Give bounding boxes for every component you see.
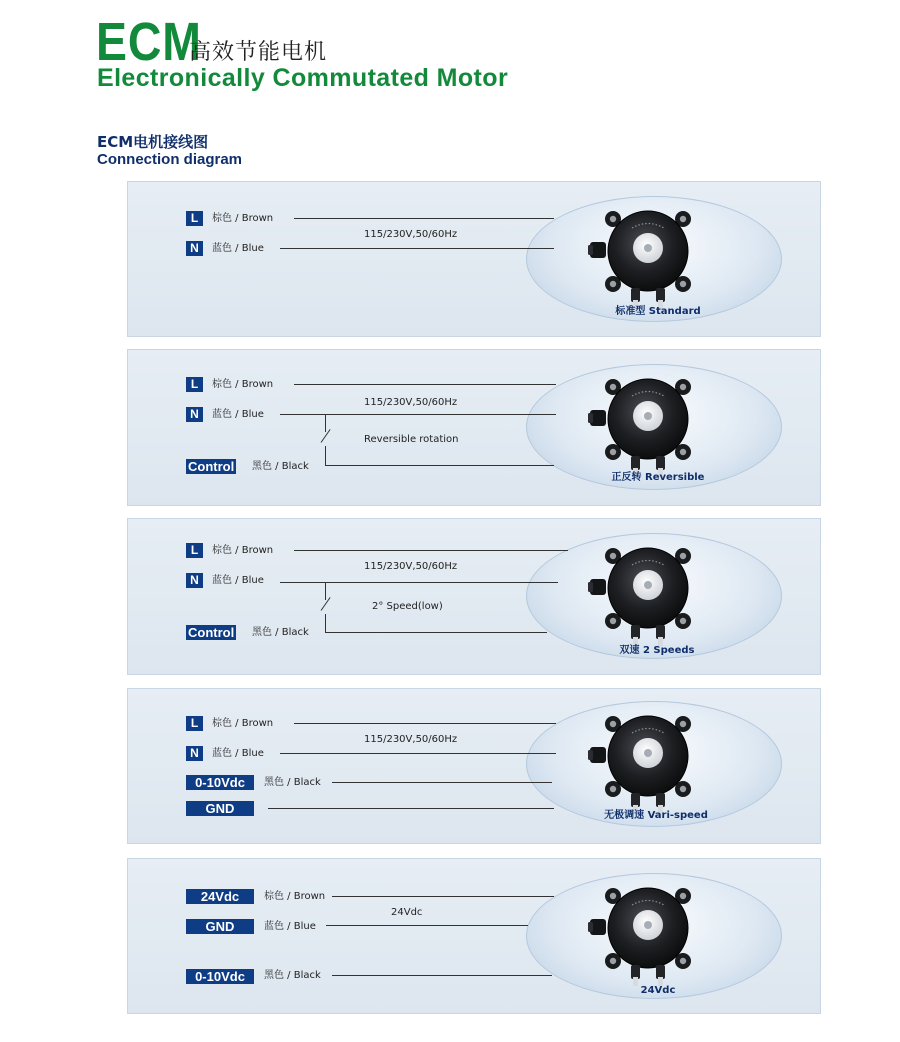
supply-voltage: 115/230V,50/60Hz [364, 397, 458, 408]
wire-label-l: L [186, 211, 203, 226]
wire-label-n: N [186, 241, 203, 256]
brand-logo-ecm: ECM [96, 12, 202, 72]
wire-label-gnd: GND [186, 919, 254, 934]
supply-voltage: 24Vdc [391, 907, 423, 918]
switch-wire-top [325, 414, 326, 432]
wire-color-black: 黑色 / Black [252, 627, 309, 638]
panel-24vdc [127, 858, 821, 1014]
switch-wire-bottom [325, 446, 326, 466]
motor-icon [588, 370, 708, 480]
wire-line-0-10vdc [332, 782, 552, 783]
wire-label-0-10vdc: 0-10Vdc [186, 775, 254, 790]
wire-line-gnd [326, 925, 528, 926]
wire-label-l: L [186, 377, 203, 392]
section-title-english: Connection diagram [97, 151, 243, 168]
wire-label-control: Control [188, 625, 235, 640]
wire-color-brown: 棕色 / Brown [212, 379, 274, 390]
wire-line-l [294, 384, 556, 385]
wire-label-n: N [186, 407, 203, 422]
switch-note: Reversible rotation [364, 434, 459, 445]
supply-voltage: 115/230V,50/60Hz [364, 561, 458, 572]
wire-color-brown: 棕色 / Brown [212, 545, 274, 556]
wire-color-blue: 蓝色 / Blue [264, 921, 316, 932]
wire-label-l: L [186, 716, 203, 731]
panel-caption: 24Vdc [640, 985, 676, 996]
wire-line-0-10vdc [332, 975, 552, 976]
wire-line-control [325, 632, 547, 633]
motor-icon [588, 539, 708, 649]
title-chinese: 高效节能电机 [189, 40, 328, 65]
wire-color-blue: 蓝色 / Blue [212, 243, 264, 254]
wire-color-black: 黑色 / Black [264, 777, 321, 788]
wire-line-n [280, 582, 558, 583]
motor-icon [588, 879, 708, 989]
switch-note: 2° Speed(low) [372, 601, 443, 612]
wire-line-24vdc [332, 896, 554, 897]
wire-color-blue: 蓝色 / Blue [212, 575, 264, 586]
switch-wire-top [325, 582, 326, 600]
wire-label-l: L [186, 543, 203, 558]
wire-line-n [280, 753, 556, 754]
panel-caption: 双速 2 Speeds [619, 645, 695, 656]
wire-line-gnd [268, 808, 554, 809]
wire-line-l [294, 723, 556, 724]
panel-caption: 标准型 Standard [615, 306, 701, 317]
wire-label-n: N [186, 746, 203, 761]
wire-color-black: 黑色 / Black [252, 461, 309, 472]
wire-line-l [294, 550, 568, 551]
panel-caption: 无极调速 Vari-speed [604, 810, 708, 821]
supply-voltage: 115/230V,50/60Hz [364, 734, 458, 745]
wire-label-n: N [186, 573, 203, 588]
wire-color-blue: 蓝色 / Blue [212, 409, 264, 420]
wire-line-l [294, 218, 554, 219]
wire-label-24vdc: 24Vdc [186, 889, 254, 904]
wire-line-n [280, 414, 556, 415]
wire-color-blue: 蓝色 / Blue [212, 748, 264, 759]
wire-color-brown: 棕色 / Brown [264, 891, 326, 902]
wire-label-control: Control [188, 459, 235, 474]
wire-line-control [325, 465, 554, 466]
motor-icon [588, 202, 708, 312]
wire-label-gnd: GND [186, 801, 254, 816]
wire-color-brown: 棕色 / Brown [212, 213, 274, 224]
motor-icon [588, 707, 708, 817]
section-title-chinese: ECM电机接线图 [97, 133, 209, 151]
title-english: Electronically Commutated Motor [97, 64, 509, 92]
panel-standard [127, 181, 821, 337]
wire-color-brown: 棕色 / Brown [212, 718, 274, 729]
wire-line-n [280, 248, 554, 249]
wire-label-0-10vdc: 0-10Vdc [186, 969, 254, 984]
supply-voltage: 115/230V,50/60Hz [364, 229, 458, 240]
panel-vari-speed [127, 688, 821, 844]
panel-reversible [127, 349, 821, 506]
panel-two-speeds [127, 518, 821, 675]
wire-color-black: 黑色 / Black [264, 970, 321, 981]
switch-wire-bottom [325, 614, 326, 633]
panel-caption: 正反转 Reversible [611, 472, 705, 483]
